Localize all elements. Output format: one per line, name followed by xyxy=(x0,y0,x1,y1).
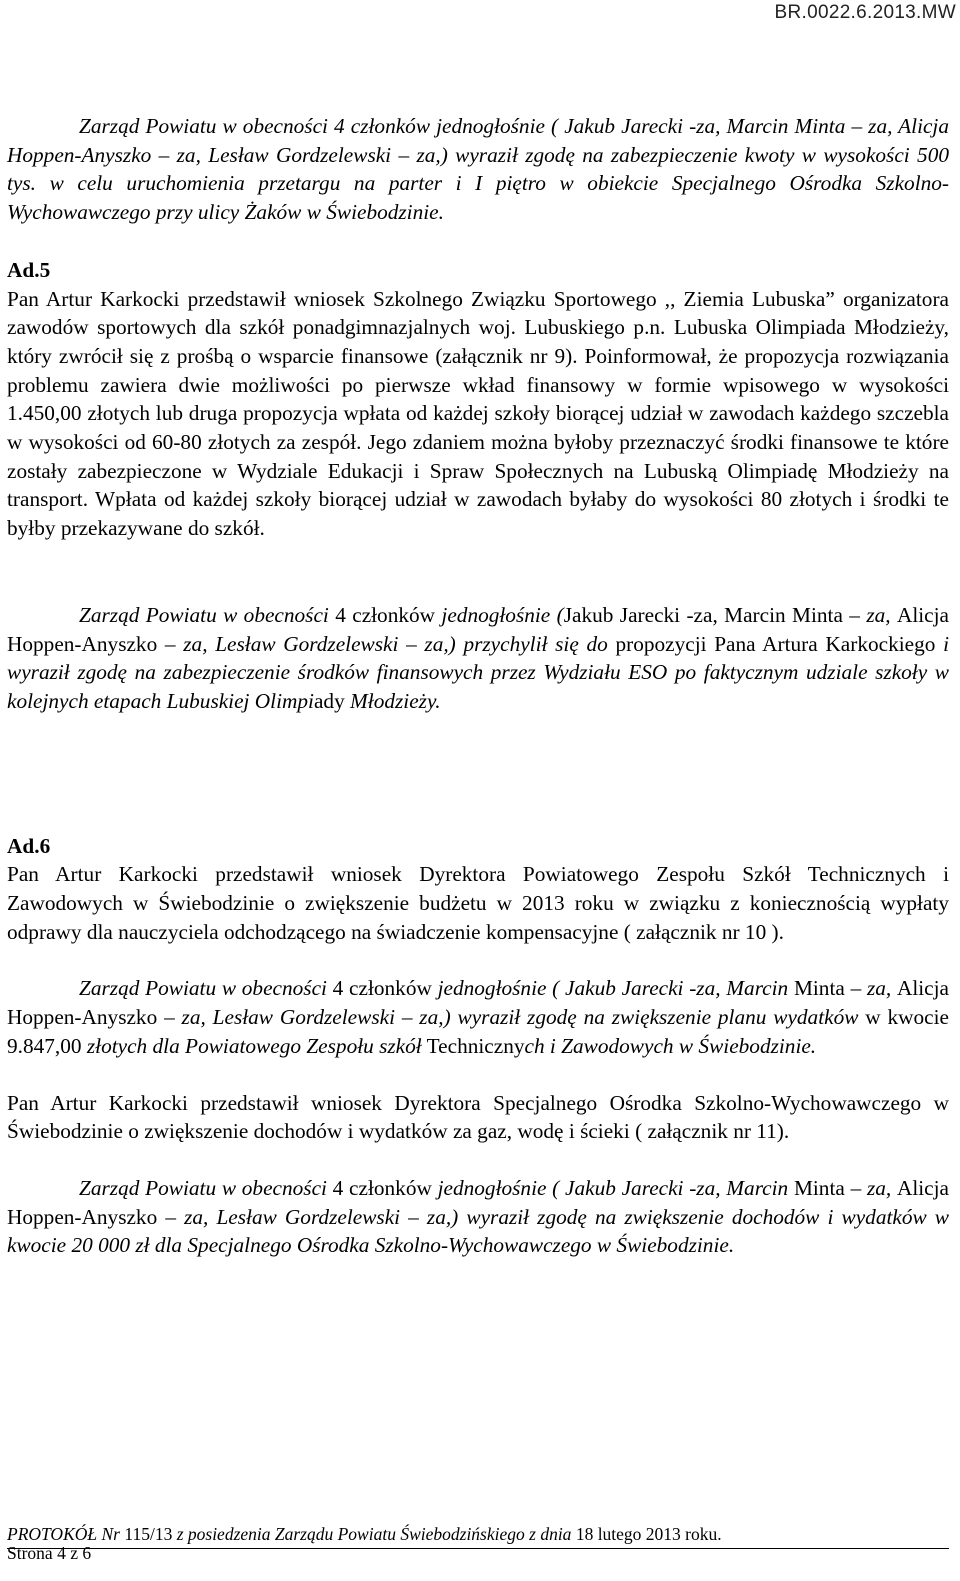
decision-paragraph-4: Zarząd Powiatu w obecności 4 członków jednogłośnie ( Jakub Jarecki -za, Marcin Minta – za, Alicja Hoppen-Anyszko – za, Lesław Gordzelewski – za,) wyraził zgodę na zwiększenie dochodów i wydatków w kwocie 20 000 zł dla Specjalnego Ośrodka Szkolno-Wychowawczego w Świebodzinie. xyxy=(7,1175,949,1258)
decision-paragraph-1: Zarząd Powiatu w obecności 4 członków jednogłośnie ( Jakub Jarecki -za, Marcin Minta – za, Alicja Hoppen-Anyszko – za, Lesław Gordzelewski – za,) wyraził zgodę na zabezpieczenie kwoty w wysokości 500 tys. w celu uruchomienia przetargu na parter i I piętro w obiekcie Specjalnego Ośrodka Szkolno-Wychowawczego przy ulicy Żaków w Świebodzinie. xyxy=(7,114,949,225)
section-label-ad6: Ad.6 xyxy=(7,833,51,858)
ad6-text: Pan Artur Karkocki przedstawił wniosek Dyrektora Powiatowego Zespołu Szkół Technicznych i Zawodowych w Świebodzinie o zwiększenie budżetu w 2013 roku w związku z koniecznością wypłaty odprawy dla nauczyciela odchodzącego na świadczenie kompensacyjne ( załącznik nr 10 ). xyxy=(7,862,949,944)
footer-rule xyxy=(7,1548,949,1549)
document-body xyxy=(7,112,949,1260)
page-footer xyxy=(7,1525,722,1563)
decision-paragraph-2: Zarząd Powiatu w obecności 4 członków jednogłośnie (Jakub Jarecki -za, Marcin Minta – za, Alicja Hoppen-Anyszko – za, Lesław Gordzelewski – za,) przychylił się do propozycji Pana Artura Karkockiego i wyraził zgodę na zabezpieczenie środków finansowych przez Wydziału ESO po faktycznym udziale szkoły w kolejnych etapach Lubuskiej Olimpiady Młodzieży. xyxy=(7,602,949,713)
ad5-text: Pan Artur Karkocki przedstawił wniosek Szkolnego Związku Sportowego ,, Ziemia Lubuska” organizatora zawodów sportowych dla szkół ponadgimnazjalnych woj. Lubuskiego p.n. Lubuska Olimpiada Młodzieży, który zwrócił się z prośbą o wsparcie finansowe (załącznik nr 9). Poinformował, że propozycja rozwiązania problemu zawiera dwie możliwości po pierwsze wkład finansowy w formie wpisowego w wysokości 1.450,00 złotych lub druga propozycja wpłata od każdej szkoły biorącej udział w zawodach każdego szczebla w wysokości od 60-80 złotych za zespół. Jego zdaniem można byłoby przeznaczyć środki finansowe te które zostały zabezpieczone w Wydziale Edukacji i Spraw Społecznych na Lubuską Olimpiadę Młodzieży na transport. Wpłata od każdej szkoły biorącej udział w zawodach byłaby do wysokości 80 złotych i środki te byłby przekazywane do szkół. xyxy=(7,286,949,541)
document-id: BR.0022.6.2013.MW xyxy=(774,2,956,23)
request-paragraph-2: Pan Artur Karkocki przedstawił wniosek Dyrektora Specjalnego Ośrodka Szkolno-Wychowawczego w Świebodzinie o zwiększenie dochodów i wydatków za gaz, wodę i ścieki ( załącznik nr 11). xyxy=(7,1090,949,1144)
footer-page-number: Strona 4 z 6 xyxy=(7,1543,92,1563)
section-ad6 xyxy=(7,832,949,947)
section-ad5 xyxy=(7,256,949,543)
section-label-ad5: Ad.5 xyxy=(7,257,51,282)
footer-protocol: PROTOKÓŁ Nr 115/13 z posiedzenia Zarządu Powiatu Świebodzińskiego z dnia 18 lutego 2013 roku. xyxy=(7,1524,722,1544)
decision-paragraph-3: Zarząd Powiatu w obecności 4 członków jednogłośnie ( Jakub Jarecki -za, Marcin Minta – za, Alicja Hoppen-Anyszko – za, Lesław Gordzelewski – za,) wyraził zgodę na zwiększenie planu wydatków w kwocie 9.847,00 złotych dla Powiatowego Zespołu szkół Technicznych i Zawodowych w Świebodzinie. xyxy=(7,976,949,1058)
